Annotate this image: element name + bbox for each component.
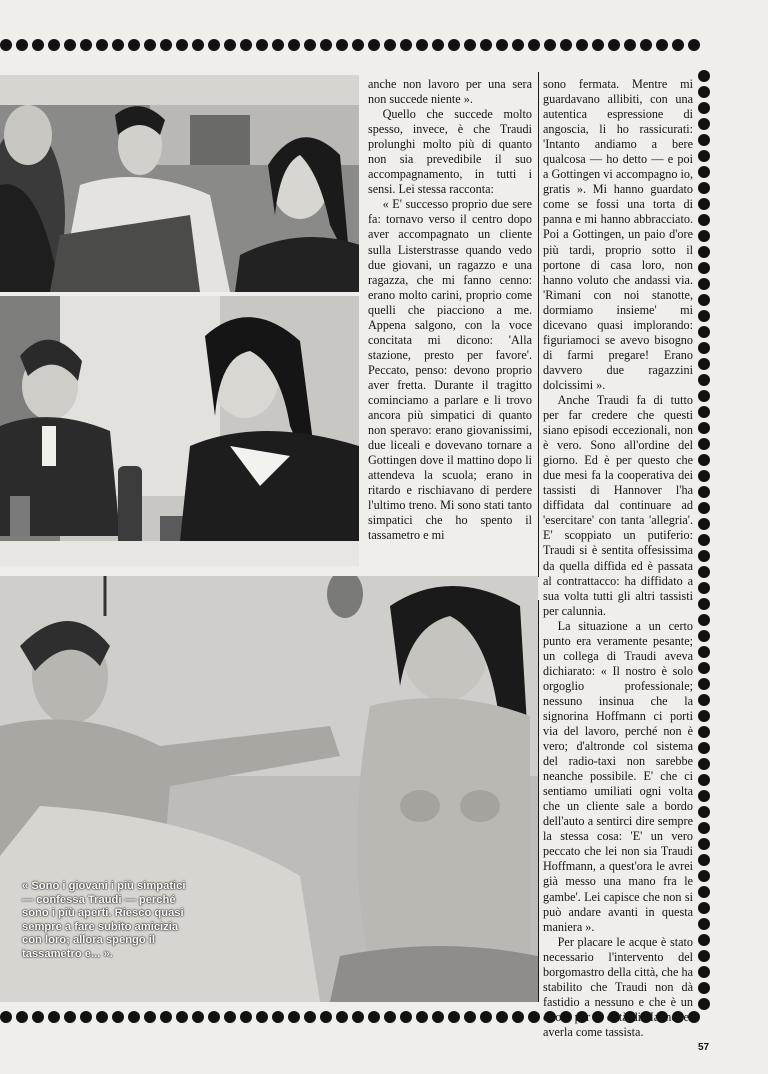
border-dot <box>32 1011 44 1023</box>
border-dot <box>698 998 710 1010</box>
border-dot <box>96 1011 108 1023</box>
border-dot <box>512 39 524 51</box>
border-dot <box>400 39 412 51</box>
border-dot <box>416 1011 428 1023</box>
border-dot <box>208 39 220 51</box>
border-dot <box>64 1011 76 1023</box>
border-dot <box>240 39 252 51</box>
border-dot <box>698 614 710 626</box>
border-dot <box>32 39 44 51</box>
border-dot <box>698 678 710 690</box>
column-divider <box>538 72 539 577</box>
border-dot <box>656 39 668 51</box>
article-paragraph: Per placare le acque è stato necessario l'intervento del borgomastro della città, che ha stabilito che Traudi non dà fastidio a nessuno e che è un onore per la città di Hannover averla come tassista. <box>543 934 693 1039</box>
border-dot <box>464 39 476 51</box>
border-dot <box>672 39 684 51</box>
border-dot <box>0 39 12 51</box>
border-dot <box>0 1011 12 1023</box>
border-dot <box>698 262 710 274</box>
article-paragraph: La situazione a un certo punto era veramente pesante; un collega di Traudi aveva dichiarato: « Il nostro è solo orgoglio professionale; nessuno insinua che la signorina Hoffmann ci porti via del lavoro, perché non è vero; d'altronde col sistema del radio-taxi non sarebbe neanche possibile. E' che ci sentiamo umiliati ogni volta che un cliente sale a bordo dell'auto a sentirci dire sempre la stessa cosa: 'E' un vero peccato che lei non sia Traudi Hoffmann, a quest'ora le avrei già messo una mano fra le gambe'. Lei capisce che non si può andare avanti in questa maniera ». <box>543 618 693 934</box>
border-dot <box>698 502 710 514</box>
border-dot <box>698 646 710 658</box>
border-dot <box>448 1011 460 1023</box>
border-dot <box>512 1011 524 1023</box>
border-dot <box>352 39 364 51</box>
border-dot <box>698 934 710 946</box>
border-dot <box>576 39 588 51</box>
border-dot <box>224 39 236 51</box>
border-dot <box>112 39 124 51</box>
article-paragraph: Anche Traudi fa di tutto per far credere che questi siano episodi eccezionali, non è vero. Sono all'ordine del giorno. Ed è per questo che due mesi fa la cooperativa dei tassisti di Hannover l'ha diffidata dal continuare ad 'esercitare' con tanta 'allegria'. E' scoppiato un putiferio: Traudi si è sentita offesissima da quella diffida ed è passata al contrattacco: ha diffidato a sua volta tutti gli altri tassisti per calunnia. <box>543 392 693 618</box>
border-dot <box>698 774 710 786</box>
article-column-2 <box>543 77 693 1040</box>
border-dot <box>496 39 508 51</box>
column-divider <box>538 600 539 1002</box>
border-dot <box>448 39 460 51</box>
border-dot <box>698 310 710 322</box>
border-dot <box>288 39 300 51</box>
border-dot <box>16 1011 28 1023</box>
border-dot <box>608 39 620 51</box>
border-dot <box>432 39 444 51</box>
border-dot <box>698 822 710 834</box>
border-dot <box>698 518 710 530</box>
photo-couple-at-table-image <box>0 296 359 566</box>
border-dot <box>272 39 284 51</box>
border-dot <box>688 39 700 51</box>
border-dot <box>112 1011 124 1023</box>
border-dot <box>544 39 556 51</box>
border-dot <box>304 1011 316 1023</box>
border-dot <box>698 374 710 386</box>
border-dot <box>698 102 710 114</box>
border-dot <box>400 1011 412 1023</box>
article-paragraph: anche non lavoro per una sera non succede niente ». <box>368 77 532 107</box>
border-dot <box>480 1011 492 1023</box>
border-dot <box>192 39 204 51</box>
photo-taxi-passengers-image <box>0 75 359 292</box>
border-dot <box>192 1011 204 1023</box>
border-dot <box>384 39 396 51</box>
article-paragraph: « E' successo proprio due sere fa: tornavo verso il centro dopo aver accompagnato un cliente sulla Listerstrasse quando vedo due giovani, un ragazzo e una ragazza, che mi fanno cenno: erano molto carini, proprio come quelli che piacciono a me. Appena salgono, con la voce concitata mi dicono: 'Alla stazione, presto per favore'. Peccato, penso: devono proprio aver fretta. Durante il tragitto cominciamo a parlare e li trovo ancora più simpatici di quanto non speravo: erano giovanissimi, due liceali e dovevano tornare a Gottingen dove il mattino dopo li attendeva la scuola; erano in ritardo e rischiavano di perdere l'ultimo treno. Mi sono stati tanto simpatici che ho spento il tassametro e mi <box>368 197 532 543</box>
border-dot <box>698 630 710 642</box>
border-dot <box>698 118 710 130</box>
border-dot <box>698 230 710 242</box>
dotted-border-right <box>698 70 714 1010</box>
border-dot <box>698 790 710 802</box>
border-dot <box>698 566 710 578</box>
border-dot <box>698 166 710 178</box>
border-dot <box>432 1011 444 1023</box>
border-dot <box>698 694 710 706</box>
border-dot <box>464 1011 476 1023</box>
border-dot <box>698 150 710 162</box>
border-dot <box>352 1011 364 1023</box>
border-dot <box>698 438 710 450</box>
border-dot <box>698 294 710 306</box>
border-dot <box>416 39 428 51</box>
border-dot <box>698 342 710 354</box>
border-dot <box>698 278 710 290</box>
page-number: 57 <box>698 1042 710 1053</box>
border-dot <box>384 1011 396 1023</box>
border-dot <box>698 550 710 562</box>
border-dot <box>80 1011 92 1023</box>
border-dot <box>698 70 710 82</box>
border-dot <box>320 1011 332 1023</box>
border-dot <box>698 358 710 370</box>
border-dot <box>698 198 710 210</box>
border-dot <box>224 1011 236 1023</box>
border-dot <box>128 39 140 51</box>
border-dot <box>698 886 710 898</box>
border-dot <box>368 39 380 51</box>
border-dot <box>592 39 604 51</box>
border-dot <box>698 422 710 434</box>
dotted-border-top <box>0 39 700 55</box>
border-dot <box>96 39 108 51</box>
border-dot <box>480 39 492 51</box>
border-dot <box>160 39 172 51</box>
border-dot <box>368 1011 380 1023</box>
border-dot <box>272 1011 284 1023</box>
border-dot <box>176 1011 188 1023</box>
border-dot <box>64 39 76 51</box>
border-dot <box>698 870 710 882</box>
border-dot <box>336 1011 348 1023</box>
border-dot <box>698 742 710 754</box>
border-dot <box>698 134 710 146</box>
border-dot <box>288 1011 300 1023</box>
border-dot <box>144 1011 156 1023</box>
border-dot <box>256 1011 268 1023</box>
border-dot <box>698 902 710 914</box>
border-dot <box>698 918 710 930</box>
border-dot <box>698 966 710 978</box>
border-dot <box>240 1011 252 1023</box>
border-dot <box>698 406 710 418</box>
border-dot <box>256 39 268 51</box>
border-dot <box>698 326 710 338</box>
border-dot <box>560 39 572 51</box>
border-dot <box>208 1011 220 1023</box>
border-dot <box>698 246 710 258</box>
border-dot <box>128 1011 140 1023</box>
border-dot <box>698 534 710 546</box>
border-dot <box>698 710 710 722</box>
border-dot <box>698 214 710 226</box>
border-dot <box>144 39 156 51</box>
border-dot <box>698 470 710 482</box>
border-dot <box>698 758 710 770</box>
border-dot <box>304 39 316 51</box>
border-dot <box>160 1011 172 1023</box>
border-dot <box>698 950 710 962</box>
border-dot <box>698 726 710 738</box>
article-paragraph: Quello che succede molto spesso, invece, è che Traudi prolunghi molto più di quanto non sia prevedibile il suo accompagnamento, in tutti i sensi. Lei stessa racconta: <box>368 107 532 197</box>
border-dot <box>698 486 710 498</box>
border-dot <box>698 598 710 610</box>
article-column-1 <box>368 77 532 543</box>
photo-caption: « Sono i giovani i più simpatici — confessa Traudi — perché sono i più aperti. Riesco quasi sempre a fare subito amicizia con loro; allora spengo il tassametro e... ». <box>22 880 186 960</box>
border-dot <box>640 39 652 51</box>
border-dot <box>528 39 540 51</box>
border-dot <box>320 39 332 51</box>
article-paragraph: sono fermata. Mentre mi guardavano allibiti, con una autentica espressione di angoscia, li ho rassicurati: 'Intanto andiamo a bere qualcosa — ho detto — e poi a Gottingen vi accompagno io, gratis ». Mi hanno guardato come se fossi una torta di panna e mi hanno abbracciato. Poi a Gottingen, un paio d'ore più tardi, proprio sotto il portone di casa loro, non hanno voluto che andassi via. 'Rimani con noi stanotte, dormiamo insieme' mi dicevano quasi implorando: figuriamoci se avevo bisogno di farmi pregare! Erano davvero due ragazzini dolcissimi ». <box>543 77 693 392</box>
border-dot <box>624 39 636 51</box>
border-dot <box>496 1011 508 1023</box>
border-dot <box>698 806 710 818</box>
border-dot <box>698 454 710 466</box>
border-dot <box>176 39 188 51</box>
border-dot <box>698 982 710 994</box>
border-dot <box>698 838 710 850</box>
border-dot <box>698 854 710 866</box>
border-dot <box>336 39 348 51</box>
border-dot <box>16 39 28 51</box>
border-dot <box>80 39 92 51</box>
photo-couple-at-table <box>0 296 359 566</box>
border-dot <box>698 662 710 674</box>
photo-taxi-passengers <box>0 75 359 292</box>
border-dot <box>698 582 710 594</box>
border-dot <box>48 1011 60 1023</box>
border-dot <box>48 39 60 51</box>
border-dot <box>528 1011 540 1023</box>
border-dot <box>698 86 710 98</box>
border-dot <box>698 182 710 194</box>
border-dot <box>698 390 710 402</box>
